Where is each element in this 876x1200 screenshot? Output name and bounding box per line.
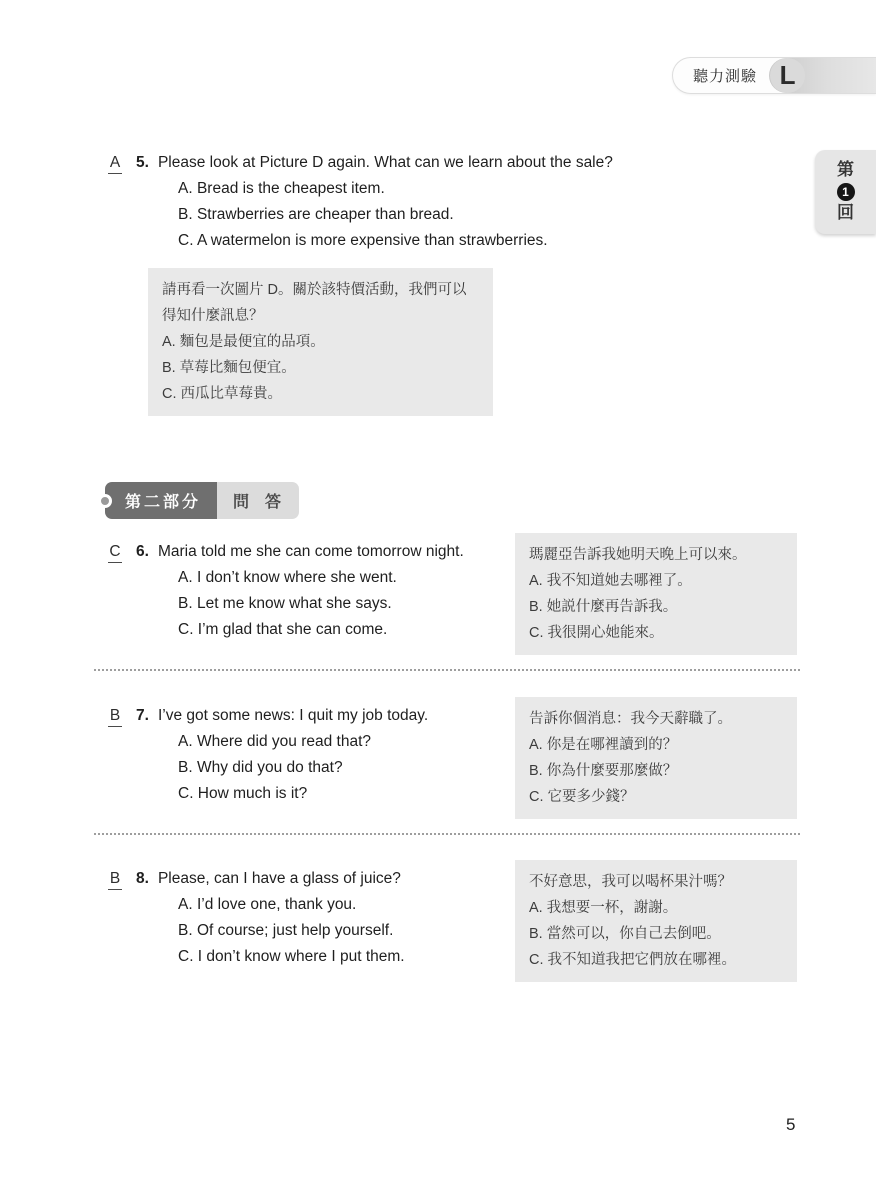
translation-option-c: C. 西瓜比草莓貴。 (162, 386, 283, 402)
translation-options (162, 329, 479, 407)
answer-letter: A (108, 153, 122, 174)
option-a: A. Where did you read that? (178, 733, 372, 750)
badge-label: 聽力測驗 (693, 68, 758, 85)
part-label: 第二部分 (105, 482, 217, 519)
section-header-part2 (98, 482, 299, 519)
translation-text: 瑪麗亞告訴我她明天晚上可以來。 (529, 547, 747, 563)
translation-option-a: A. 麵包是最便宜的品項。 (162, 334, 325, 350)
translation-option-a: A. 你是在哪裡讀到的？ (529, 737, 678, 753)
question-8-options (178, 892, 405, 970)
question-5-options (178, 176, 613, 254)
translation-option-c: C. 我不知道我把它們放在哪裡。 (529, 952, 737, 968)
question-text: I’ve got some news: I quit my job today. (157, 707, 429, 724)
option-c: C. A watermelon is more expensive than strawberries. (178, 232, 548, 249)
question-number: 6. (136, 543, 149, 560)
translation-option-c: C. 它要多少錢？ (529, 789, 635, 805)
question-7 (108, 703, 428, 807)
round-tab-char-1: 第 (837, 160, 854, 180)
translation-text: 請再看一次圖片 D。關於該特價活動，我們可以得知什麼訊息？ (162, 282, 467, 324)
option-a: A. I don’t know where she went. (178, 569, 397, 586)
section-type-label: 問 答 (217, 482, 299, 519)
question-number: 5. (136, 154, 149, 171)
question-7-translation-box (515, 697, 797, 819)
translation-text: 告訴你個消息：我今天辭職了。 (529, 711, 732, 727)
translation-option-c: C. 我很開心她能來。 (529, 625, 664, 641)
option-a: A. Bread is the cheapest item. (178, 180, 385, 197)
translation-options (529, 732, 783, 810)
option-c: C. I’m glad that she can come. (178, 621, 388, 638)
question-6-options (178, 565, 464, 643)
question-text: Maria told me she can come tomorrow night. (157, 543, 464, 560)
round-tab-char-2: 回 (837, 203, 854, 222)
question-text: Please, can I have a glass of juice? (157, 870, 401, 887)
answer-letter: B (108, 706, 122, 727)
question-number: 8. (136, 870, 149, 887)
badge-letter: L (770, 58, 805, 93)
question-5-translation-box (148, 268, 493, 416)
translation-option-b: B. 她説什麼再告訴我。 (529, 599, 678, 615)
question-8-translation-box (515, 860, 797, 982)
question-8-head (108, 866, 405, 892)
translation-text: 不好意思，我可以喝杯果汁嗎？ (529, 874, 732, 890)
question-number: 7. (136, 707, 149, 724)
option-b: B. Why did you do that? (178, 759, 343, 776)
option-b: B. Strawberries are cheaper than bread. (178, 206, 454, 223)
listening-test-badge (672, 57, 876, 94)
translation-option-b: B. 當然可以，你自己去倒吧。 (529, 926, 721, 942)
badge-gradient-band (769, 58, 876, 93)
question-6 (108, 539, 464, 643)
round-tab (815, 150, 876, 234)
dotted-separator (94, 669, 800, 671)
translation-option-a: A. 我不知道她去哪裡了。 (529, 573, 692, 589)
option-a: A. I’d love one, thank you. (178, 896, 357, 913)
question-8 (108, 866, 405, 970)
question-6-head (108, 539, 464, 565)
question-7-head (108, 703, 428, 729)
translation-option-b: B. 你為什麼要那麼做？ (529, 763, 678, 779)
answer-letter: B (108, 869, 122, 890)
bullet-circle-icon (98, 494, 112, 508)
page-number: 5 (786, 1115, 796, 1134)
dotted-separator (94, 833, 800, 835)
option-b: B. Let me know what she says. (178, 595, 392, 612)
question-7-options (178, 729, 428, 807)
option-c: C. How much is it? (178, 785, 308, 802)
option-c: C. I don’t know where I put them. (178, 948, 405, 965)
question-5 (108, 150, 613, 254)
answer-letter: C (108, 542, 122, 563)
option-b: B. Of course; just help yourself. (178, 922, 394, 939)
question-6-translation-box (515, 533, 797, 655)
round-number-badge: 1 (837, 183, 855, 201)
translation-option-a: A. 我想要一杯，謝謝。 (529, 900, 678, 916)
question-5-head (108, 150, 613, 176)
translation-option-b: B. 草莓比麵包便宜。 (162, 360, 296, 376)
translation-options (529, 568, 783, 646)
translation-options (529, 895, 783, 973)
question-text: Please look at Picture D again. What can we learn about the sale? (157, 154, 613, 171)
